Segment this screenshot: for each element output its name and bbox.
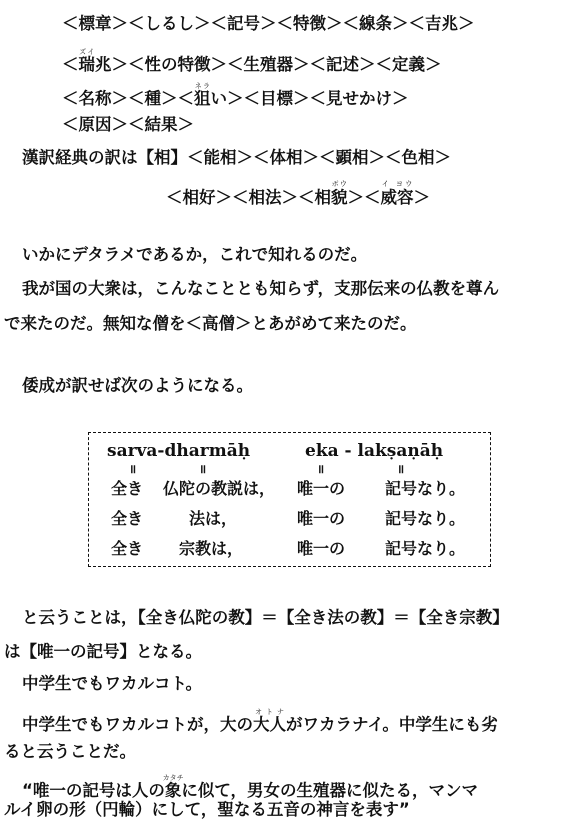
row-cell-sign: 記号なり。 [385,509,466,528]
paragraph-6-line-1 [22,708,498,735]
text: がワカラナイ。中学生にも劣 [286,715,498,734]
ruby-base: 狙 [194,89,211,108]
equal-mark: ॥ [199,462,207,476]
ruby-base: 威容 [380,188,414,207]
row-cell-unique: 唯一の [297,479,346,498]
text: に似て，男女の生殖器に似たる，マンマ [181,781,479,800]
text: “唯一の記号は人の [22,781,165,800]
equal-mark: ॥ [317,462,325,476]
ruby-otona [253,708,286,734]
row-cell-topic: 宗教は， [179,539,244,558]
row-cell-unique: 唯一の [297,539,346,558]
ruby-nerai [194,82,211,108]
kanyaku-line-2 [166,180,430,208]
row-cell-sign: 記号なり。 [385,479,466,498]
vocab-line-1: ＜標章＞＜しるし＞＜記号＞＜特徴＞＜線条＞＜吉兆＞ [62,14,475,33]
row-cell-subject: 全き [111,479,144,498]
sanskrit-term-1: sarva-dharmāḥ [107,441,251,461]
sanskrit-term-2: eka - lakṣaṇāḥ [305,441,444,461]
ruby-iyou [380,180,414,207]
vocab-line-2 [62,48,442,75]
ruby-zui [78,48,96,74]
text: ＜名称＞＜種＞＜ [62,89,194,108]
paragraph-5: 中学生でもワカルコト。 [22,674,203,693]
paragraph-1: いかにデタラメであるか，これで知れるのだ。 [22,245,368,264]
ruby-base: 象 [162,781,184,800]
row-cell-subject: 全き [111,509,144,528]
text: 兆＞＜性の特徴＞＜生殖器＞＜記述＞＜定義＞ [95,55,442,74]
equal-mark: ॥ [129,462,137,476]
translation-box [88,432,491,567]
text: ＞ [413,188,430,207]
text: ＜ [62,55,79,74]
ruby-base: 大人 [253,715,286,734]
ruby-base: 貌 [331,188,348,207]
paragraph-6-line-2: ると云うことだ。 [4,742,136,761]
ruby-bou [331,180,348,207]
row-cell-unique: 唯一の [297,509,346,528]
paragraph-7-line-1 [22,774,478,801]
paragraph-2-line-2: で来たのだ。無知な僧を＜高僧＞とあがめて来たのだ。 [4,314,417,333]
ruby-text: ネラ [194,82,211,90]
text: い＞＜目標＞＜見せかけ＞ [210,89,409,108]
ruby-text: オトナ [253,708,286,716]
paragraph-4-line-2: は【唯一の記号】となる。 [4,642,202,661]
ruby-base: 瑞 [78,55,95,74]
ruby-text: ズイ [78,48,95,56]
kanyaku-line-1: 漢訳経典の訳は【相】＜能相＞＜体相＞＜顕相＞＜色相＞ [22,148,451,167]
ruby-text: カタチ [162,774,184,782]
row-cell-topic: 仏陀の教説は， [163,479,276,498]
row-cell-topic: 法は， [189,509,238,528]
ruby-text: イ ヨウ [380,180,414,188]
text: ＜相好＞＜相法＞＜相 [166,188,331,207]
vocab-line-3 [62,82,409,109]
paragraph-2-line-1: 我が国の大衆は，こんなこととも知らず，支那伝来の仏教を尊ん [22,279,500,298]
ruby-text: ボウ [331,180,348,188]
row-cell-subject: 全き [111,539,144,558]
text: ＞＜ [347,188,381,207]
row-cell-sign: 記号なり。 [385,539,466,558]
ruby-katachi [162,774,184,800]
equal-mark: ॥ [397,462,405,476]
paragraph-7-line-2: ルイ卵の形（円輪）にして，聖なる五音の神言を表す” [4,800,410,819]
text: 中学生でもワカルコトが，大の [22,715,253,734]
vocab-line-4: ＜原因＞＜結果＞ [62,115,194,134]
paragraph-4-line-1: と云うことは，【全き仏陀の教】＝【全き法の教】＝【全き宗教】 [22,608,509,627]
paragraph-3: 倭成が訳せば次のようになる。 [22,376,253,395]
